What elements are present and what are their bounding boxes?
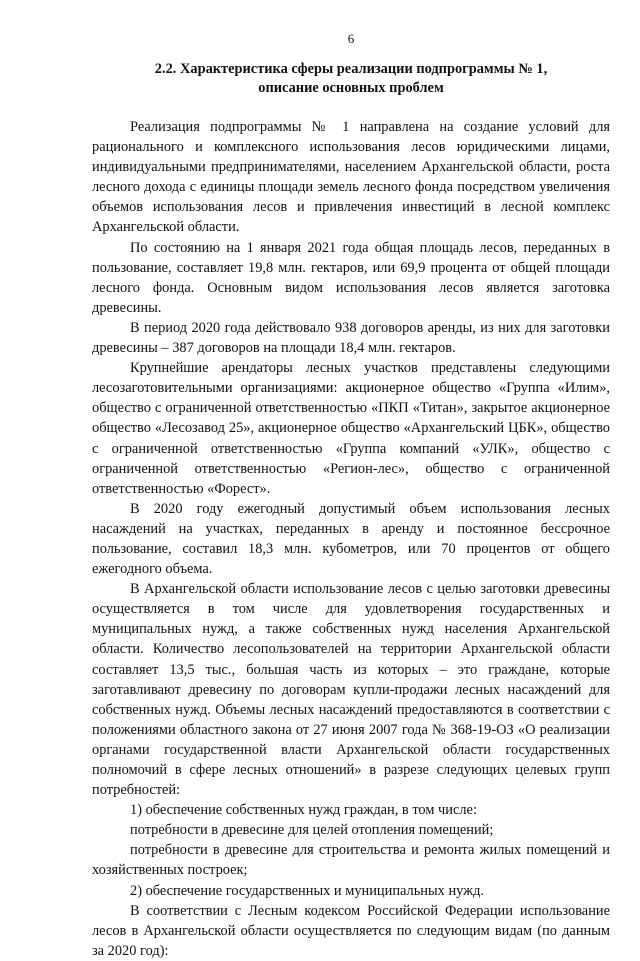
paragraph-allowable-volume: В 2020 году ежегодный допустимый объем использования лесных насаждений на участках, переданных в аренду и постоянное бессрочное пользование, составил 18,3 млн. кубометров, или 70 процентов от общего ежегодного объема.	[92, 500, 610, 578]
paragraph-leased-area: По состоянию на 1 января 2021 года общая площадь лесов, переданных в пользование, составляет 19,8 млн. гектаров, или 69,9 процента от общей площади лесного фонда. Основным видом использования лесов является заготовка древесины.	[92, 239, 610, 316]
page-number: 6	[347, 31, 355, 46]
paragraph-timber-harvesting: В Архангельской области использование лесов с целью заготовки древесины осуществляется в том числе для удовлетворения государственных и муниципальных нужд, а также собственных нужд населения Архангельской области. Количество лесопользователей на территории Архангельской области составляет 13,5 тыс., большая часть из которых – это граждане, которые заготавливают древесину по договорам купли-продажи лесных насаждений для собственных нужд. Объемы лесных насаждений предоставляются в соответствии с положениями областного закона от 27 июня 2007 года № 368-19-ОЗ «О реализации органами государственной власти Архангельской области государственных полномочий в сфере лесных отношений» в разрезе следующих целевых групп потребностей:	[92, 581, 610, 799]
paragraph-purpose: Реализация подпрограммы № 1 направлена на создание условий для рационального и комплексного использования лесов юридическими лицами, индивидуальными предпринимателями, населением Архангельской области, роста лесного дохода с единицы площади земель лесного фонда посредством увеличения объемов использования лесов и привлечения инвестиций в лесной комплекс Архангельской области.	[92, 119, 610, 236]
paragraph-major-tenants: Крупнейшие арендаторы лесных участков представлены следующими лесозаготовительными организациями: акционерное общество «Группа «Илим», общество с ограниченной ответственностью «ПКП «Титан», закрытое акционерное общество «Лесозавод 25», акционерное общество «Архангельский ЦБК», общество с ограниченной ответственностью «Группа компаний «УЛК», общество с ограниченной ответственностью «Регион-лес», общество с ограниченной ответственностью «Форест».	[92, 360, 610, 497]
list-item-state-needs: 2) обеспечение государственных и муниципальных нужд.	[130, 882, 485, 899]
section-heading-line-2: описание основных проблем	[258, 80, 444, 96]
section-heading	[92, 60, 610, 98]
document-page	[92, 30, 610, 961]
list-item-construction-needs: потребности в древесине для строительства и ремонта жилых помещений и хозяйственных построек;	[92, 842, 610, 879]
paragraph-forest-code: В соответствии с Лесным кодексом Российской Федерации использование лесов в Архангельской области осуществляется по следующим видам (по данным за 2020 год):	[92, 902, 610, 959]
list-item-citizens-needs: 1) обеспечение собственных нужд граждан, в том числе:	[130, 802, 477, 819]
paragraph-lease-contracts: В период 2020 года действовало 938 договоров аренды, из них для заготовки древесины – 387 договоров на площади 18,4 млн. гектаров.	[92, 319, 610, 357]
list-item-heating-needs: потребности в древесине для целей отопления помещений;	[130, 822, 494, 839]
section-heading-line-1: 2.2. Характеристика сферы реализации подпрограммы № 1,	[154, 61, 548, 77]
